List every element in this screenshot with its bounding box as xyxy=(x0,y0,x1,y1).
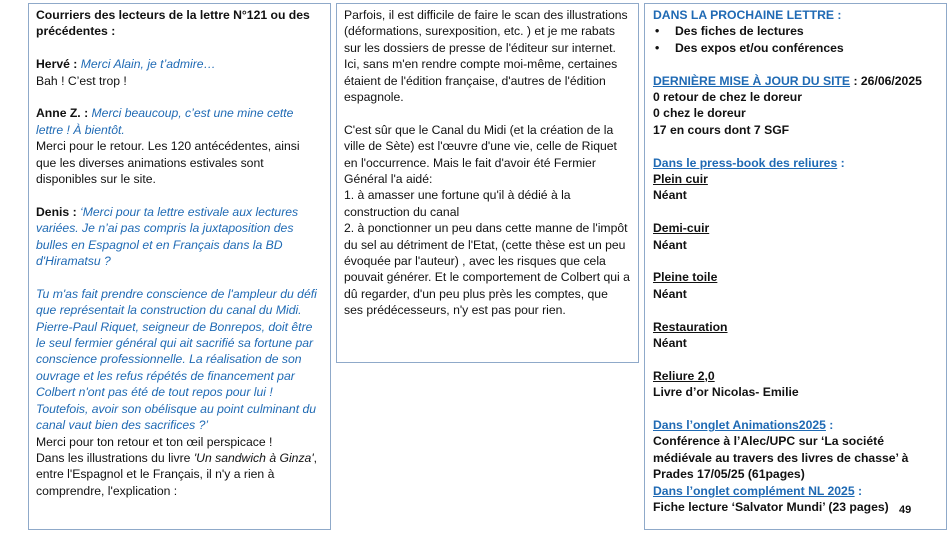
letter-denis xyxy=(36,204,322,270)
anne-name: Anne Z. : xyxy=(36,106,89,121)
complement-heading: Dans l’onglet complément NL 2025 : xyxy=(653,483,863,498)
denis-quote-1: ‘Merci pour ta lettre estivale aux lectures variées. Je n’ai pas compris la juxtaposition des bulles en Espagnol et en Français dans la BD d'Hiramatsu ? xyxy=(36,204,299,269)
next-letter-item: • Des fiches de lectures xyxy=(655,24,804,39)
paragraph-4: 1. à amasser une fortune qu'il à dédié à la construction du canal xyxy=(344,188,571,219)
stat-line: 0 retour de chez le doreur xyxy=(653,90,802,105)
letter-anne xyxy=(36,105,322,138)
section-label: Reliure 2,0 xyxy=(653,368,715,383)
anne-quote: Merci beaucoup, c’est une mine cette lettre ! À bientôt. xyxy=(36,106,294,137)
section-label: Restauration xyxy=(653,319,728,334)
stat-line: 0 chez le doreur xyxy=(653,106,746,121)
paragraph-2: Ici, sans m'en rendre compte moi-même, certaines étaient de l'édition française, d'autres de l'édition espagnole. xyxy=(344,57,618,105)
page-number: 49 xyxy=(899,504,912,516)
denis-reply-2-start: Dans les illustrations du livre xyxy=(36,450,194,465)
section-label: Pleine toile xyxy=(653,270,718,285)
site-update xyxy=(653,73,938,89)
complement-text: Fiche lecture ‘Salvator Mundi’ (23 pages) xyxy=(653,500,889,515)
animations-heading: Dans l’onglet Animations2025 : xyxy=(653,418,834,433)
denis-name: Denis : xyxy=(36,204,77,219)
animations-text: Conférence à l’Alec/UPC sur ‘La société médiévale au travers des livres de chasse’ à Prades 17/05/25 (61pages) xyxy=(653,434,909,482)
herve-quote: Merci Alain, je t’admire… xyxy=(80,57,216,72)
anne-reply: Merci pour le retour. Les 120 antécédentes, ainsi que les diverses animations estivales sont disponibles sur le site. xyxy=(36,139,300,187)
denis-reply-1: Merci pour ton retour et ton œil perspicace ! xyxy=(36,434,273,449)
section-value: Livre d’or Nicolas- Emilie xyxy=(653,385,799,400)
letters-column xyxy=(28,3,331,530)
section-value: Néant xyxy=(653,286,687,301)
next-letter-title: DANS LA PROCHAINE LETTRE : xyxy=(653,8,842,22)
site-update-date: : 26/06/2025 xyxy=(850,73,922,88)
letters-title: Courriers des lecteurs de la lettre N°121 ou des précédentes : xyxy=(36,8,310,39)
section-label: Demi-cuir xyxy=(653,221,710,236)
paragraph-1: Parfois, il est difficile de faire le scan des illustrations (déformations, surexposition, etc. ) et je me rabats sur les dossiers de presse de l'éditeur sur internet. xyxy=(344,8,628,55)
paragraph-5: 2. à ponctionner un peu dans cette manne de l'impôt du sel au détriment de l'Etat, (cette thèse est un peu évoquée par l'auteur) , avec les risques que cela pouvait générer. Et le comportement de Colbert qui a dû regarder, d'un peu plus près les comptes, que ses prédécesseurs, n'y est pas pour rien. xyxy=(344,221,630,318)
herve-name: Hervé : xyxy=(36,57,78,72)
section-value: Néant xyxy=(653,188,687,203)
press-book-heading: Dans le press-book des reliures : xyxy=(653,155,845,170)
press-book-link[interactable]: Dans le press-book des reliures xyxy=(653,155,838,170)
section-value: Néant xyxy=(653,336,687,351)
denis-quote-2: Tu m'as fait prendre conscience de l'ampleur du défi que représentait la construction du canal du Midi. Pierre-Paul Riquet, seigneur de Bonrepos, doit être le seul fermier général qui ait sacrifié sa fortune par conscience professionnelle. La réalisation de son ouvrage et les refus répétés de financement par Colbert n'ont pas été de tout repos pour lui ! Toutefois, avoir son obélisque au point culminant du canal vaut bien des sacrifices ?’ xyxy=(36,286,317,433)
denis-reply-2-end: , entre l'Espagnol et le Français, il n'y a rien à comprendre, l'explication : xyxy=(36,450,318,498)
paragraph-3: C'est sûr que le Canal du Midi (et la création de la ville de Sète) est l'œuvre d'une vie, celle de Riquet en l'occurrence. Mais le fait d'avoir été Fermier Général l'a aidé: xyxy=(344,122,617,187)
section-label: Plein cuir xyxy=(653,172,708,187)
reply-continued-column xyxy=(336,3,639,363)
next-letter-list xyxy=(653,23,938,56)
section-value: Néant xyxy=(653,237,687,252)
book-title: 'Un sandwich à Ginza' xyxy=(193,450,314,465)
animations-link[interactable]: Dans l’onglet Animations2025 xyxy=(653,418,826,433)
denis-reply-2 xyxy=(36,450,322,499)
next-letter-item: • Des expos et/ou conférences xyxy=(655,40,844,55)
letter-herve xyxy=(36,56,322,72)
site-update-label: DERNIÈRE MISE À JOUR DU SITE xyxy=(653,73,851,88)
herve-reply: Bah ! C’est trop ! xyxy=(36,73,127,88)
complement-link[interactable]: Dans l’onglet complément NL 2025 xyxy=(653,483,855,498)
news-column xyxy=(644,3,947,530)
stat-line: 17 en cours dont 7 SGF xyxy=(653,122,790,137)
